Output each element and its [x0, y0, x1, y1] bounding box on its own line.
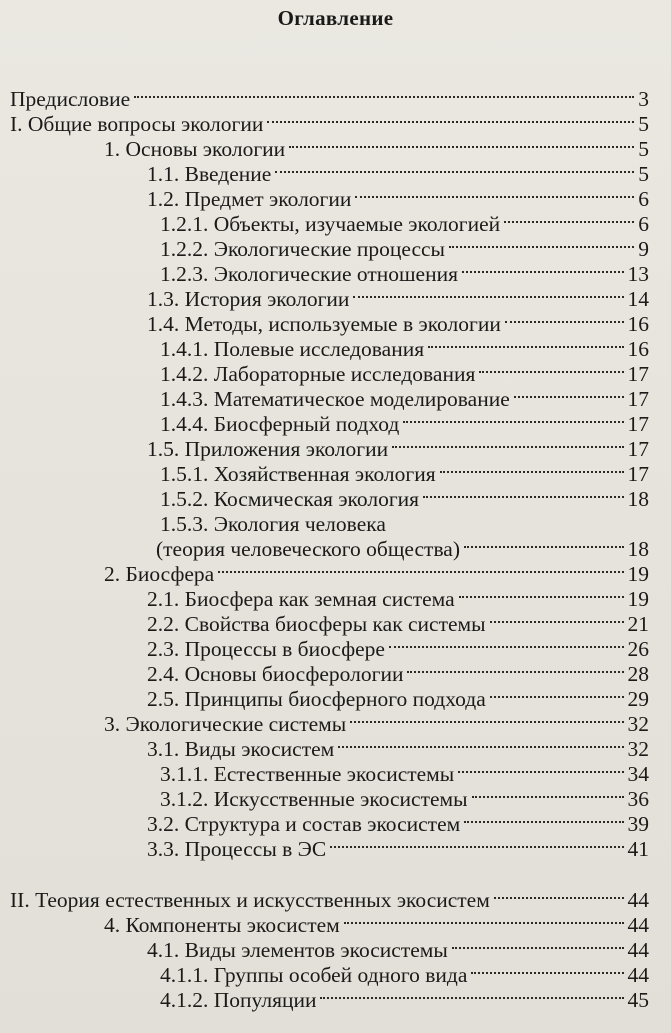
toc-entry — [147, 186, 649, 212]
toc-entry — [160, 211, 649, 237]
toc-entry-label: 1.4. Методы, используемые в экологии — [147, 312, 501, 336]
toc-entry — [160, 461, 649, 487]
toc-entry-page: 5 — [638, 112, 649, 136]
dot-leader — [330, 846, 623, 848]
dot-leader — [355, 196, 634, 198]
toc-entry-label: II. Теория естественных и искусственных экосистем — [10, 888, 490, 912]
toc-entry-page: 5 — [638, 162, 649, 186]
toc-entry — [10, 887, 649, 913]
toc-entry — [160, 386, 649, 412]
toc-entry-page: 44 — [627, 963, 649, 987]
toc-entry-label: 1.5.3. Экология человека — [160, 512, 386, 536]
toc-entry-label: 1.4.3. Математическое моделирование — [160, 387, 510, 411]
toc-entry-label: 4.1.1. Группы особей одного вида — [160, 963, 468, 987]
toc-entry-page: 17 — [627, 362, 649, 386]
toc-entry — [147, 311, 649, 337]
toc-entry-label: 3.1. Виды экосистем — [147, 737, 335, 761]
toc-entry-label: 4.1. Виды элементов экосистемы — [147, 938, 448, 962]
toc-entry — [147, 811, 649, 837]
toc-entry — [104, 561, 649, 587]
toc-entry-page: 44 — [627, 938, 649, 962]
dot-leader — [423, 496, 623, 498]
dot-leader — [471, 972, 623, 974]
toc-entry-label: 1.4.2. Лабораторные исследования — [160, 362, 476, 386]
dot-leader — [452, 947, 624, 949]
toc-entry-page: 13 — [627, 262, 649, 286]
dot-leader — [440, 471, 624, 473]
dot-leader — [459, 596, 624, 598]
dot-leader — [458, 771, 623, 773]
toc-entry — [160, 336, 649, 362]
toc-entry — [160, 236, 649, 262]
toc-entry-page: 39 — [627, 812, 649, 836]
toc-entry-page: 36 — [627, 787, 649, 811]
toc-entry — [160, 987, 649, 1013]
toc-entry-page: 17 — [627, 462, 649, 486]
toc-entry — [160, 261, 649, 287]
dot-leader — [350, 721, 623, 723]
dot-leader — [479, 371, 623, 373]
toc-entry-label: 2.1. Биосфера как земная система — [147, 587, 455, 611]
toc-entry-page: 9 — [638, 237, 649, 261]
dot-leader — [464, 546, 623, 548]
toc-entry-label: 4. Компоненты экосистем — [104, 913, 340, 937]
toc-entry-label: 2.5. Принципы биосферного подхода — [147, 687, 486, 711]
dot-leader — [407, 671, 623, 673]
toc-entry-page: 19 — [627, 562, 649, 586]
toc-entry — [147, 161, 649, 187]
toc-entry — [160, 962, 649, 988]
toc-entry-label: (теория человеческого общества) — [156, 537, 461, 561]
toc-entry-page: 19 — [627, 587, 649, 611]
dot-leader — [218, 571, 623, 573]
toc-entry-label: 3.3. Процессы в ЭС — [147, 837, 327, 861]
toc-entry — [10, 111, 649, 137]
dot-leader — [462, 271, 624, 273]
toc-entry-label: 4.1.2. Популяции — [160, 988, 317, 1012]
dot-leader — [514, 396, 624, 398]
toc-entry — [104, 912, 649, 938]
toc-entry-page: 3 — [638, 87, 649, 111]
dot-leader — [490, 696, 624, 698]
toc-entry-label: 1.5.1. Хозяйственная экология — [160, 462, 436, 486]
toc-entry-page: 32 — [627, 712, 649, 736]
toc-entry — [160, 486, 649, 512]
dot-leader — [403, 421, 623, 423]
dot-leader — [494, 897, 624, 899]
page-title: Оглавление — [277, 6, 394, 30]
toc-entry-page: 18 — [627, 537, 649, 561]
toc-entry-label: 1. Основы экологии — [104, 137, 286, 161]
toc-entry — [147, 286, 649, 312]
dot-leader — [464, 821, 623, 823]
dot-leader — [392, 446, 623, 448]
toc-entry-label: 2.4. Основы биосферологии — [147, 662, 404, 686]
toc-entry — [147, 586, 649, 612]
toc-entry-page: 41 — [627, 837, 649, 861]
dot-leader — [275, 171, 634, 173]
toc-entry-page: 5 — [638, 137, 649, 161]
toc-entry — [147, 736, 649, 762]
toc-entry-page: 45 — [627, 988, 649, 1012]
dot-leader — [289, 146, 634, 148]
toc-entry — [147, 836, 649, 862]
toc-entry — [147, 937, 649, 963]
toc-entry-label: 3. Экологические системы — [104, 712, 347, 736]
toc-entry-page: 44 — [627, 913, 649, 937]
dot-leader — [338, 746, 623, 748]
toc-entry-label: 2.3. Процессы в биосфере — [147, 637, 385, 661]
toc-entry-label: 3.1.2. Искусственные экосистемы — [160, 787, 468, 811]
toc-entry-page: 6 — [638, 187, 649, 211]
toc-entry — [160, 761, 649, 787]
toc-entry-label: 3.2. Структура и состав экосистем — [147, 812, 461, 836]
toc-entry-label: 1.2.1. Объекты, изучаемые экологией — [160, 212, 501, 236]
toc-entry-label: 2. Биосфера — [104, 562, 215, 586]
toc-entry-label: 1.4.1. Полевые исследования — [160, 337, 425, 361]
toc-entry-label: 1.3. История экологии — [147, 287, 350, 311]
toc-entry-label: 1.5.2. Космическая экология — [160, 487, 420, 511]
dot-leader — [353, 296, 623, 298]
toc-entry — [147, 661, 649, 687]
toc-entry-page: 26 — [627, 637, 649, 661]
toc-entry-page: 28 — [627, 662, 649, 686]
toc-entry-label: Предисловие — [10, 87, 131, 111]
toc-entry — [160, 411, 649, 437]
toc-entry-page: 17 — [627, 412, 649, 436]
toc-entry-label: 1.2. Предмет экологии — [147, 187, 352, 211]
toc-entry — [147, 636, 649, 662]
toc-entry-label: 3.1.1. Естественные экосистемы — [160, 762, 455, 786]
toc-entry-page: 6 — [638, 212, 649, 236]
toc-entry-label: 1.2.2. Экологические процессы — [160, 237, 445, 261]
toc-entry-page: 16 — [627, 312, 649, 336]
toc-entry — [147, 436, 649, 462]
toc-entry-page: 18 — [627, 487, 649, 511]
toc-entry-page: 34 — [627, 762, 649, 786]
dot-leader — [449, 246, 634, 248]
dot-leader — [267, 121, 634, 123]
toc-entry-label: 1.5. Приложения экологии — [147, 437, 389, 461]
toc-entry-page: 44 — [627, 888, 649, 912]
dot-leader — [134, 96, 634, 98]
toc-entry-page: 21 — [627, 612, 649, 636]
toc-entry — [160, 361, 649, 387]
toc-entry — [156, 536, 649, 562]
toc-entry-page: 29 — [627, 687, 649, 711]
toc-entry — [147, 611, 649, 637]
toc-entry-label: I. Общие вопросы экологии — [10, 112, 264, 136]
toc-entry — [10, 86, 649, 112]
dot-leader — [389, 646, 624, 648]
dot-leader — [344, 922, 624, 924]
dot-leader — [504, 221, 634, 223]
toc-entry-page: 16 — [627, 337, 649, 361]
toc-entry — [104, 711, 649, 737]
toc-entry — [160, 786, 649, 812]
toc-entry-label: 1.4.4. Биосферный подход — [160, 412, 400, 436]
toc-entry-page: 32 — [627, 737, 649, 761]
dot-leader — [505, 321, 624, 323]
dot-leader — [320, 997, 623, 999]
toc-entry-page: 14 — [627, 287, 649, 311]
dot-leader — [472, 796, 624, 798]
dot-leader — [490, 621, 624, 623]
toc-entry — [147, 686, 649, 712]
toc-entry-label: 2.2. Свойства биосферы как системы — [147, 612, 486, 636]
toc-entry-label: 1.2.3. Экологические отношения — [160, 262, 458, 286]
dot-leader — [428, 346, 623, 348]
toc-entry — [104, 136, 649, 162]
toc-entry-page: 17 — [627, 437, 649, 461]
toc-entry-page: 17 — [627, 387, 649, 411]
toc-entry-label: 1.1. Введение — [147, 162, 272, 186]
